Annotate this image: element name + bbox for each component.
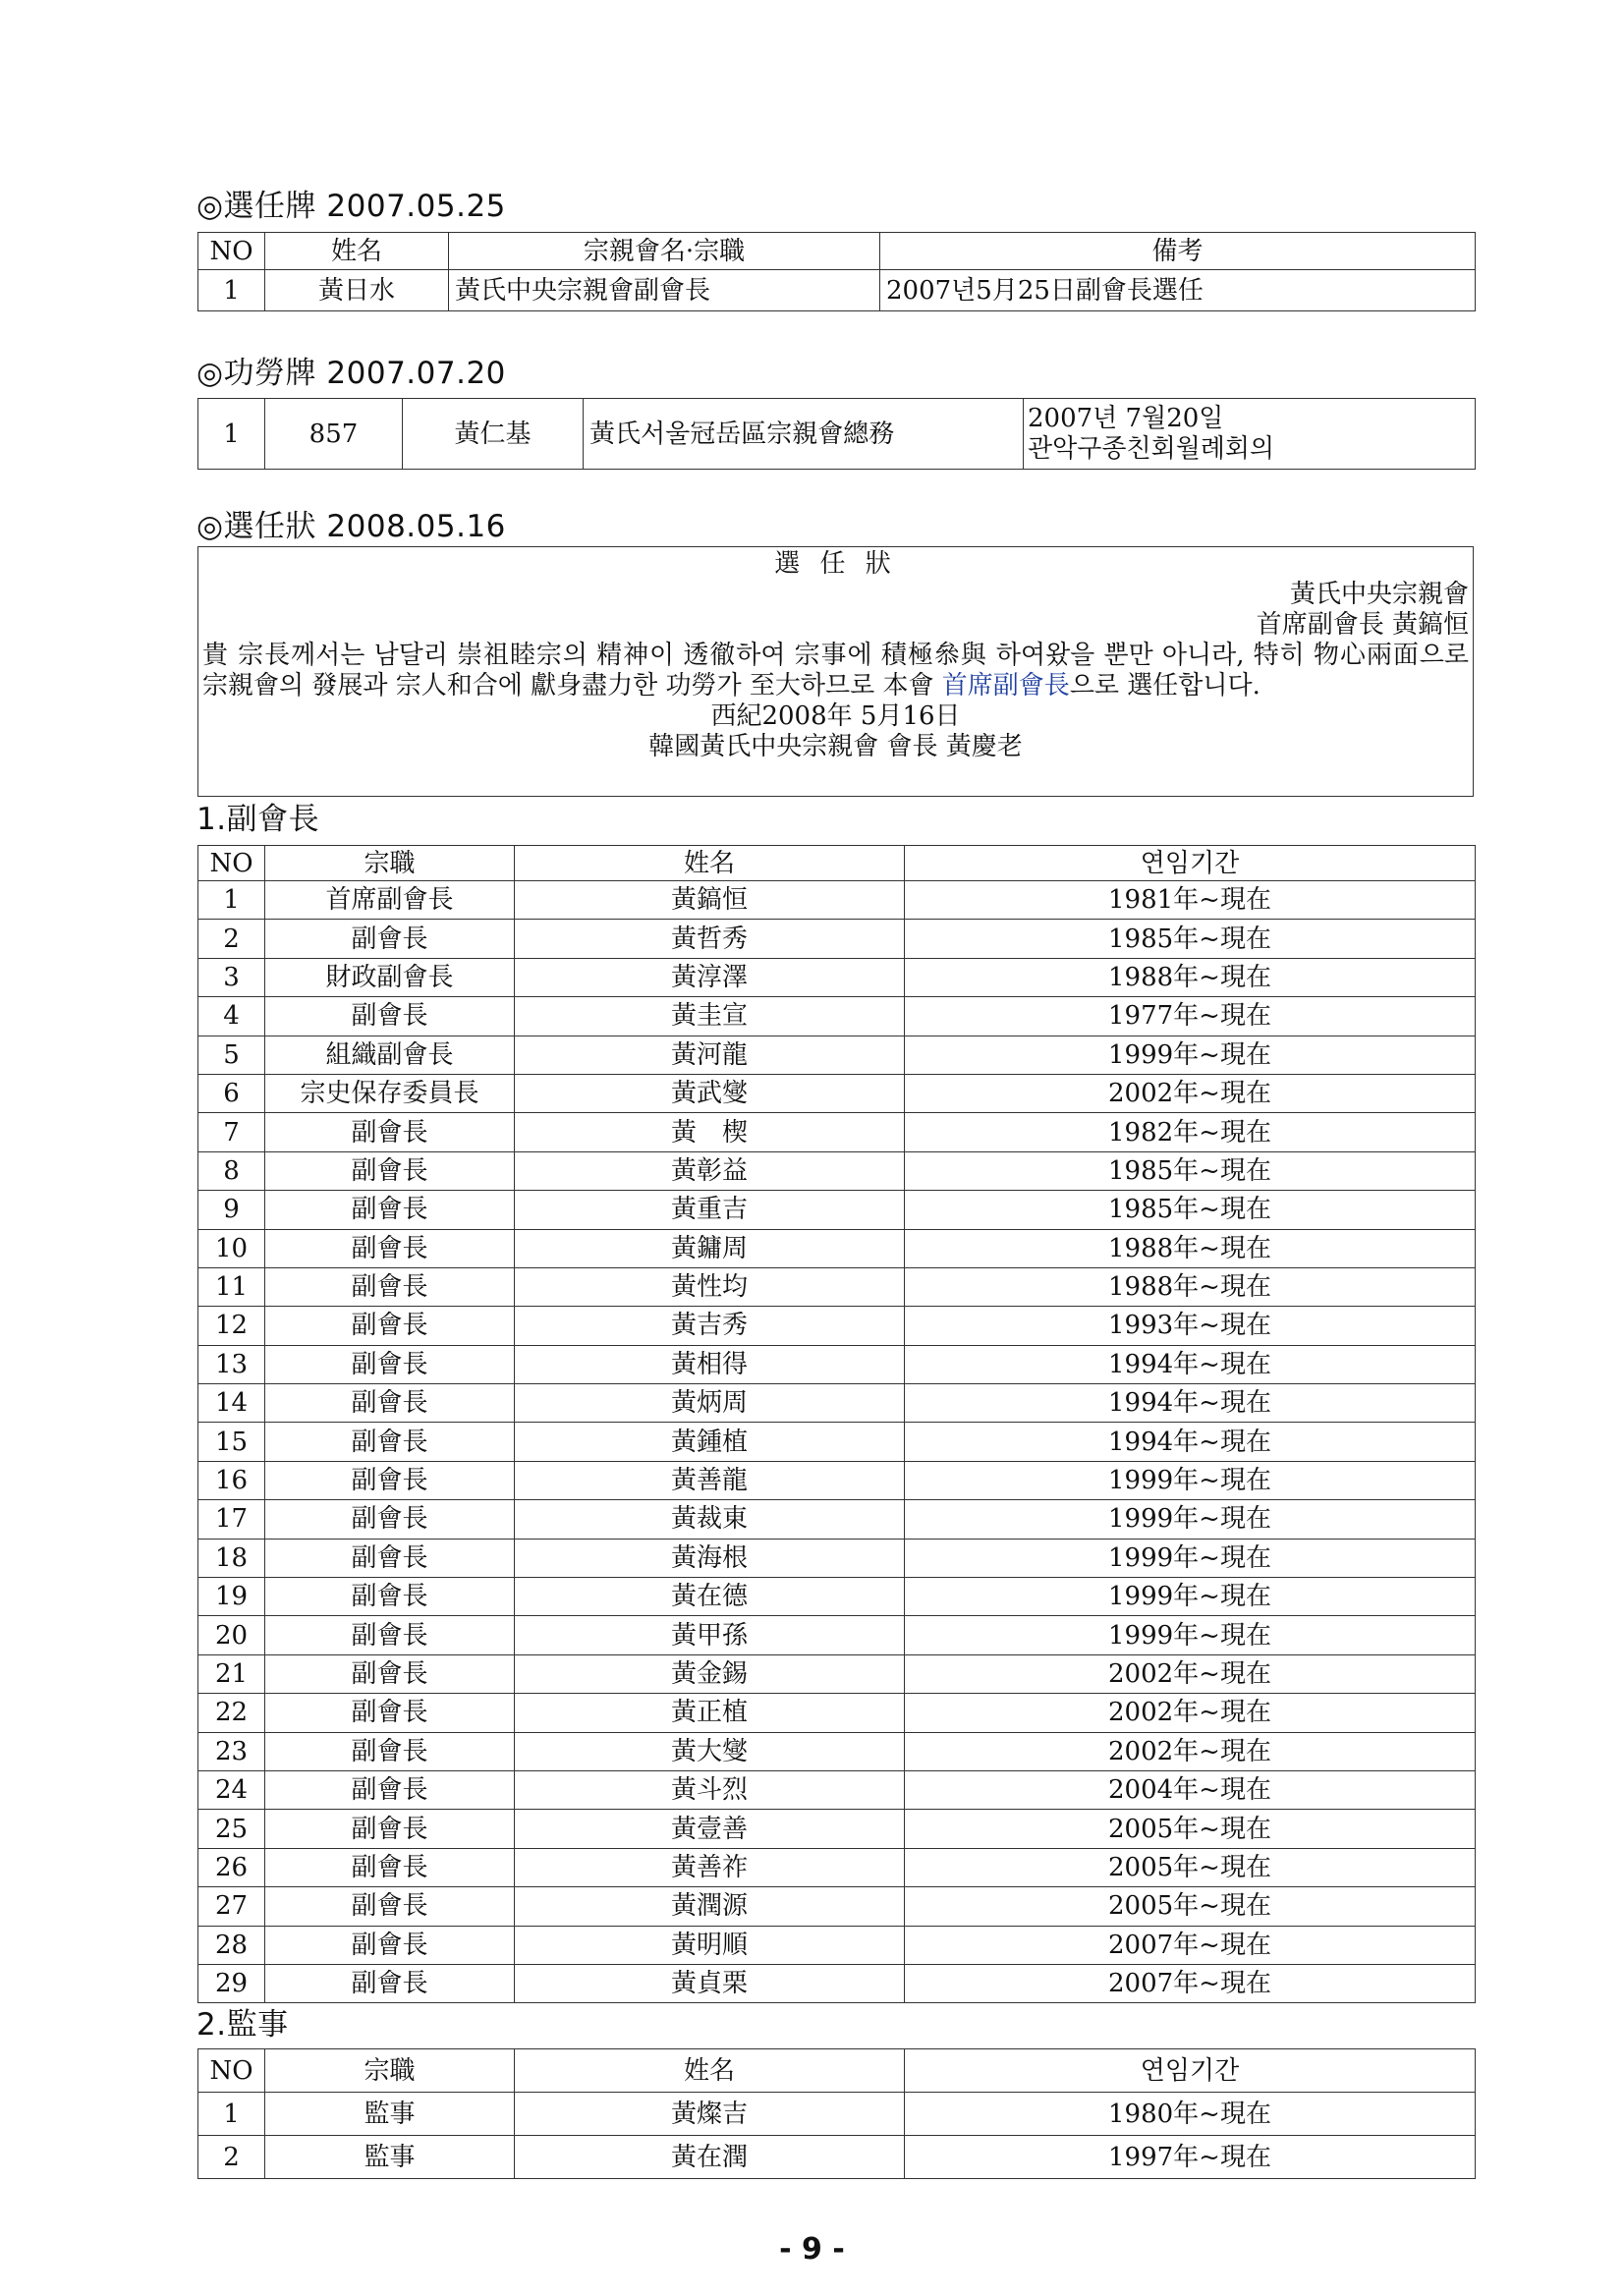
- cell-no: 12: [198, 1307, 265, 1345]
- header-position: 宗職: [265, 846, 515, 881]
- cell-term: 2005年~現在: [905, 1887, 1476, 1926]
- remarks-date: 2007년 7월20일: [1028, 403, 1224, 433]
- header-no: NO: [198, 2049, 265, 2093]
- cell-term: 1999年~現在: [905, 1500, 1476, 1539]
- cell-no: 18: [198, 1539, 265, 1577]
- cell-term: 1988年~現在: [905, 1267, 1476, 1306]
- table-row: [198, 399, 1476, 470]
- cell-name: 黃大燮: [515, 1732, 905, 1770]
- cell-name: 黃炳周: [515, 1384, 905, 1423]
- cell-term: 2002年~現在: [905, 1694, 1476, 1732]
- table-row: [198, 1113, 1476, 1151]
- table-row: [198, 997, 1476, 1036]
- table-row: [198, 1926, 1476, 1964]
- cell-no: 19: [198, 1578, 265, 1616]
- cell-number: 857: [265, 399, 403, 470]
- cell-position: 宗史保存委員長: [265, 1074, 515, 1112]
- cell-position: 監事: [265, 2136, 515, 2179]
- table-row: [198, 1810, 1476, 1848]
- cell-position: 副會長: [265, 1151, 515, 1190]
- cell-position: 副會長: [265, 1539, 515, 1577]
- merit-plaque-table: [197, 398, 1476, 470]
- table-row: [198, 1578, 1476, 1616]
- table-row: [198, 270, 1476, 311]
- cell-name: 黃相得: [515, 1345, 905, 1383]
- table-row: [198, 1848, 1476, 1886]
- table-row: [198, 1151, 1476, 1190]
- cell-term: 2005年~現在: [905, 1810, 1476, 1848]
- cell-no: 5: [198, 1036, 265, 1074]
- page-number: - 9 -: [779, 2232, 845, 2267]
- table-row: [198, 2136, 1476, 2179]
- certificate-recipient: 首席副會長 黃鎬恒: [1256, 610, 1469, 640]
- cell-term: 2007年~現在: [905, 1926, 1476, 1964]
- cell-position: 副會長: [265, 1384, 515, 1423]
- cell-position: 副會長: [265, 1461, 515, 1499]
- table-row: [198, 1384, 1476, 1423]
- cell-term: 1993年~現在: [905, 1307, 1476, 1345]
- cell-term: 2004年~現在: [905, 1770, 1476, 1809]
- cell-name: 黃貞栗: [515, 1964, 905, 2002]
- header-name: 姓名: [265, 233, 449, 270]
- cell-name: 黃善祚: [515, 1848, 905, 1886]
- section-heading-merit-plaque: ◎功勞牌 2007.07.20: [196, 356, 506, 391]
- table-row: [198, 1074, 1476, 1112]
- cell-term: 1988年~現在: [905, 1229, 1476, 1267]
- table-row: [198, 1964, 1476, 2002]
- cell-position: 副會長: [265, 1191, 515, 1229]
- cell-name: 黃在潤: [515, 2136, 905, 2179]
- cell-position: 副會長: [265, 1345, 515, 1383]
- cell-term: 1982年~現在: [905, 1113, 1476, 1151]
- cell-name: 黃斗烈: [515, 1770, 905, 1809]
- table-row: [198, 1307, 1476, 1345]
- table-row: [198, 920, 1476, 958]
- cell-no: 14: [198, 1384, 265, 1423]
- cell-name: 黃性均: [515, 1267, 905, 1306]
- certificate-date: 西紀2008年 5月16日: [710, 701, 961, 731]
- cell-position: 副會長: [265, 1267, 515, 1306]
- table-row: [198, 1500, 1476, 1539]
- cell-no: 1: [198, 881, 265, 920]
- cell-position: 副會長: [265, 1926, 515, 1964]
- cell-term: 1999年~現在: [905, 1461, 1476, 1499]
- cell-position: 副會長: [265, 1694, 515, 1732]
- cell-term: 1980年~現在: [905, 2093, 1476, 2136]
- table-row: [198, 2093, 1476, 2136]
- cell-no: 20: [198, 1616, 265, 1654]
- cell-org-title: 黃氏서울冠岳區宗親會總務: [584, 399, 1024, 470]
- table-row: [198, 1345, 1476, 1383]
- cell-name: 黃彰益: [515, 1151, 905, 1190]
- cell-term: 1981年~現在: [905, 881, 1476, 920]
- appointment-certificate: [197, 546, 1474, 797]
- cell-no: 17: [198, 1500, 265, 1539]
- cell-org-title: 黃氏中央宗親會副會長: [449, 270, 880, 311]
- header-term: 연임기간: [905, 846, 1476, 881]
- cell-no: 9: [198, 1191, 265, 1229]
- table-row: [198, 1036, 1476, 1074]
- cell-no: 27: [198, 1887, 265, 1926]
- cell-position: 副會長: [265, 1810, 515, 1848]
- cell-term: 1977年~現在: [905, 997, 1476, 1036]
- certificate-body-ending: 으로 選任합니다.: [1069, 671, 1260, 700]
- cell-term: 1999年~現在: [905, 1578, 1476, 1616]
- section-heading-auditors: 2.監事: [196, 2007, 289, 2043]
- cell-position: 副會長: [265, 1616, 515, 1654]
- header-name: 姓名: [515, 846, 905, 881]
- cell-no: 23: [198, 1732, 265, 1770]
- cell-remarks: [1024, 399, 1476, 470]
- appointment-plaque-table: [197, 232, 1476, 311]
- cell-no: 10: [198, 1229, 265, 1267]
- cell-position: 副會長: [265, 1770, 515, 1809]
- cell-no: 28: [198, 1926, 265, 1964]
- cell-name: 黃河龍: [515, 1036, 905, 1074]
- cell-term: 1985年~現在: [905, 1191, 1476, 1229]
- cell-term: 1997年~現在: [905, 2136, 1476, 2179]
- table-row: [198, 1423, 1476, 1461]
- cell-position: 副會長: [265, 1654, 515, 1693]
- section-heading-appointment-certificate: ◎選任狀 2008.05.16: [196, 509, 506, 544]
- cell-position: 副會長: [265, 1423, 515, 1461]
- header-remarks: 備考: [880, 233, 1476, 270]
- cell-name: 黃善龍: [515, 1461, 905, 1499]
- header-no: NO: [198, 233, 265, 270]
- table-row: [198, 1732, 1476, 1770]
- cell-name: 黃明順: [515, 1926, 905, 1964]
- cell-position: 副會長: [265, 1964, 515, 2002]
- cell-no: 15: [198, 1423, 265, 1461]
- cell-name: 黃仁基: [403, 399, 584, 470]
- cell-term: 1994年~現在: [905, 1384, 1476, 1423]
- cell-position: 組織副會長: [265, 1036, 515, 1074]
- cell-term: 2002年~現在: [905, 1074, 1476, 1112]
- table-row: [198, 1694, 1476, 1732]
- table-row: [198, 1461, 1476, 1499]
- cell-position: 副會長: [265, 1578, 515, 1616]
- table-row: [198, 1539, 1476, 1577]
- cell-no: 7: [198, 1113, 265, 1151]
- cell-term: 1985年~現在: [905, 920, 1476, 958]
- cell-position: 首席副會長: [265, 881, 515, 920]
- table-row: [198, 1267, 1476, 1306]
- cell-no: 11: [198, 1267, 265, 1306]
- cell-no: 2: [198, 2136, 265, 2179]
- cell-term: 2005年~現在: [905, 1848, 1476, 1886]
- cell-position: 副會長: [265, 1848, 515, 1886]
- certificate-body: [198, 641, 1473, 701]
- cell-no: 1: [198, 399, 265, 470]
- table-header-row: [198, 233, 1476, 270]
- section-heading-appointment-plaque: ◎選任牌 2007.05.25: [196, 189, 506, 224]
- cell-name: 黃 楔: [515, 1113, 905, 1151]
- table-row: [198, 1887, 1476, 1926]
- cell-position: 副會長: [265, 997, 515, 1036]
- cell-position: 副會長: [265, 1732, 515, 1770]
- header-position: 宗職: [265, 2049, 515, 2093]
- cell-term: 1999年~現在: [905, 1616, 1476, 1654]
- cell-name: 黃正植: [515, 1694, 905, 1732]
- cell-remarks: 2007년5月25日副會長選任: [880, 270, 1476, 311]
- cell-no: 8: [198, 1151, 265, 1190]
- cell-no: 16: [198, 1461, 265, 1499]
- cell-position: 副會長: [265, 920, 515, 958]
- cell-no: 25: [198, 1810, 265, 1848]
- header-org-title: 宗親會名·宗職: [449, 233, 880, 270]
- cell-position: 副會長: [265, 1307, 515, 1345]
- cell-position: 副會長: [265, 1500, 515, 1539]
- cell-no: 21: [198, 1654, 265, 1693]
- table-row: [198, 1770, 1476, 1809]
- cell-no: 13: [198, 1345, 265, 1383]
- cell-name: 黃壹善: [515, 1810, 905, 1848]
- cell-name: 黃金錫: [515, 1654, 905, 1693]
- cell-term: 1985年~現在: [905, 1151, 1476, 1190]
- table-header-row: [198, 846, 1476, 881]
- cell-no: 22: [198, 1694, 265, 1732]
- cell-position: 副會長: [265, 1113, 515, 1151]
- cell-term: 1994年~現在: [905, 1423, 1476, 1461]
- table-row: [198, 1229, 1476, 1267]
- table-row: [198, 881, 1476, 920]
- cell-term: 2007年~現在: [905, 1964, 1476, 2002]
- cell-name: 黃甲孫: [515, 1616, 905, 1654]
- cell-name: 黃鎬恒: [515, 881, 905, 920]
- cell-name: 黃圭宣: [515, 997, 905, 1036]
- remarks-event: 관악구종친회월례회의: [1028, 433, 1275, 464]
- cell-term: 2002年~現在: [905, 1654, 1476, 1693]
- table-row: [198, 1616, 1476, 1654]
- cell-name: 黃日水: [265, 270, 449, 311]
- header-name: 姓名: [515, 2049, 905, 2093]
- cell-no: 4: [198, 997, 265, 1036]
- table-row: [198, 1654, 1476, 1693]
- cell-no: 6: [198, 1074, 265, 1112]
- table-header-row: [198, 2049, 1476, 2093]
- header-term: 연임기간: [905, 2049, 1476, 2093]
- cell-name: 黃燦吉: [515, 2093, 905, 2136]
- cell-name: 黃淳澤: [515, 958, 905, 996]
- cell-no: 2: [198, 920, 265, 958]
- cell-term: 1988年~現在: [905, 958, 1476, 996]
- section-heading-vice-presidents: 1.副會長: [196, 802, 320, 837]
- cell-position: 監事: [265, 2093, 515, 2136]
- cell-name: 黃在德: [515, 1578, 905, 1616]
- cell-name: 黃武燮: [515, 1074, 905, 1112]
- cell-no: 3: [198, 958, 265, 996]
- cell-position: 副會長: [265, 1229, 515, 1267]
- cell-name: 黃重吉: [515, 1191, 905, 1229]
- cell-term: 1999年~現在: [905, 1539, 1476, 1577]
- cell-no: 1: [198, 2093, 265, 2136]
- cell-no: 1: [198, 270, 265, 311]
- cell-name: 黃潤源: [515, 1887, 905, 1926]
- auditor-table: [197, 2048, 1476, 2179]
- cell-position: 副會長: [265, 1887, 515, 1926]
- certificate-body-text: 貴 宗長께서는 남달리 崇祖睦宗의 精神이 透徹하여 宗事에 積極叅與 하여왔을 뿐만 아니라, 特히 物心兩面으로 宗親會의 發展과 宗人和合에 獻身盡力한 功勞가 至大하므로 本會: [202, 641, 1469, 700]
- table-row: [198, 958, 1476, 996]
- certificate-title: 選 任 狀: [774, 549, 897, 579]
- cell-position: 財政副會長: [265, 958, 515, 996]
- cell-term: 1994年~現在: [905, 1345, 1476, 1383]
- vice-president-table: [197, 845, 1476, 2003]
- cell-term: 1999年~現在: [905, 1036, 1476, 1074]
- cell-name: 黃鍾植: [515, 1423, 905, 1461]
- header-no: NO: [198, 846, 265, 881]
- cell-name: 黃海根: [515, 1539, 905, 1577]
- cell-name: 黃哲秀: [515, 920, 905, 958]
- certificate-org: 黃氏中央宗親會: [1289, 580, 1469, 609]
- cell-name: 黃鏞周: [515, 1229, 905, 1267]
- cell-no: 26: [198, 1848, 265, 1886]
- cell-no: 24: [198, 1770, 265, 1809]
- cell-name: 黃吉秀: [515, 1307, 905, 1345]
- cell-name: 黃裁東: [515, 1500, 905, 1539]
- certificate-issuer: 韓國黃氏中央宗親會 會長 黃慶老: [648, 732, 1023, 761]
- cell-no: 29: [198, 1964, 265, 2002]
- table-row: [198, 1191, 1476, 1229]
- certificate-body-highlight: 首席副會長: [941, 671, 1070, 700]
- cell-term: 2002年~現在: [905, 1732, 1476, 1770]
